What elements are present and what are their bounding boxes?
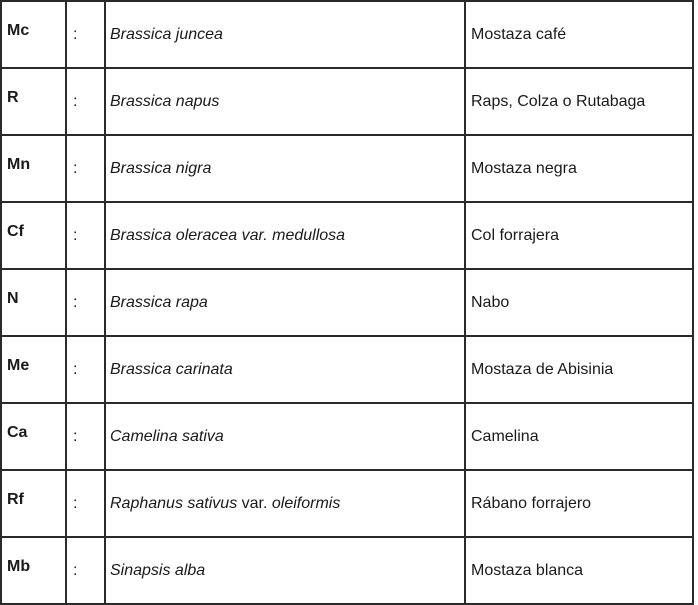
scientific-name-rank: var.: [237, 494, 272, 512]
common-name: Mostaza de Abisinia: [465, 336, 693, 403]
table-row: [1, 202, 693, 269]
common-name: Mostaza blanca: [465, 537, 693, 604]
scientific-name: [105, 537, 465, 604]
table-row: [1, 135, 693, 202]
scientific-name-text: Brassica nigra: [110, 159, 212, 177]
scientific-name: [105, 403, 465, 470]
species-code: Mb: [1, 537, 66, 604]
common-name: Raps, Colza o Rutabaga: [465, 68, 693, 135]
common-name: Nabo: [465, 269, 693, 336]
separator: :: [66, 202, 105, 269]
species-code: Mc: [1, 1, 66, 68]
species-code: Rf: [1, 470, 66, 537]
scientific-name: [105, 135, 465, 202]
common-name: Mostaza negra: [465, 135, 693, 202]
species-code: R: [1, 68, 66, 135]
scientific-name: [105, 470, 465, 537]
separator: :: [66, 135, 105, 202]
common-name: Mostaza café: [465, 1, 693, 68]
scientific-name: [105, 68, 465, 135]
separator: :: [66, 470, 105, 537]
table-row: [1, 68, 693, 135]
common-name: Col forrajera: [465, 202, 693, 269]
species-code: Mn: [1, 135, 66, 202]
scientific-name-text: Brassica carinata: [110, 360, 233, 378]
scientific-name-text: Brassica juncea: [110, 25, 223, 43]
table-row: [1, 403, 693, 470]
species-code: N: [1, 269, 66, 336]
table-row: [1, 336, 693, 403]
scientific-name-variety: oleiformis: [271, 494, 341, 512]
separator: :: [66, 336, 105, 403]
species-code: Cf: [1, 202, 66, 269]
scientific-name-text: Camelina sativa: [110, 427, 224, 445]
separator: :: [66, 269, 105, 336]
common-name: Camelina: [465, 403, 693, 470]
scientific-name: [105, 269, 465, 336]
scientific-name: [105, 1, 465, 68]
table-row: [1, 470, 693, 537]
separator: :: [66, 68, 105, 135]
table-row: [1, 269, 693, 336]
table-row: [1, 1, 693, 68]
scientific-name: [105, 202, 465, 269]
scientific-name-text: Brassica napus: [110, 92, 220, 110]
species-code: Ca: [1, 403, 66, 470]
scientific-name: [105, 336, 465, 403]
common-name: Rábano forrajero: [465, 470, 693, 537]
separator: :: [66, 1, 105, 68]
scientific-name-text: Brassica oleracea var. medullosa: [110, 226, 346, 244]
separator: :: [66, 537, 105, 604]
separator: :: [66, 403, 105, 470]
scientific-name-genus-species: Raphanus sativus: [110, 494, 238, 512]
table-row: [1, 537, 693, 604]
scientific-name-text: Brassica rapa: [110, 293, 208, 311]
species-code: Me: [1, 336, 66, 403]
scientific-name-text: Sinapsis alba: [110, 561, 206, 579]
